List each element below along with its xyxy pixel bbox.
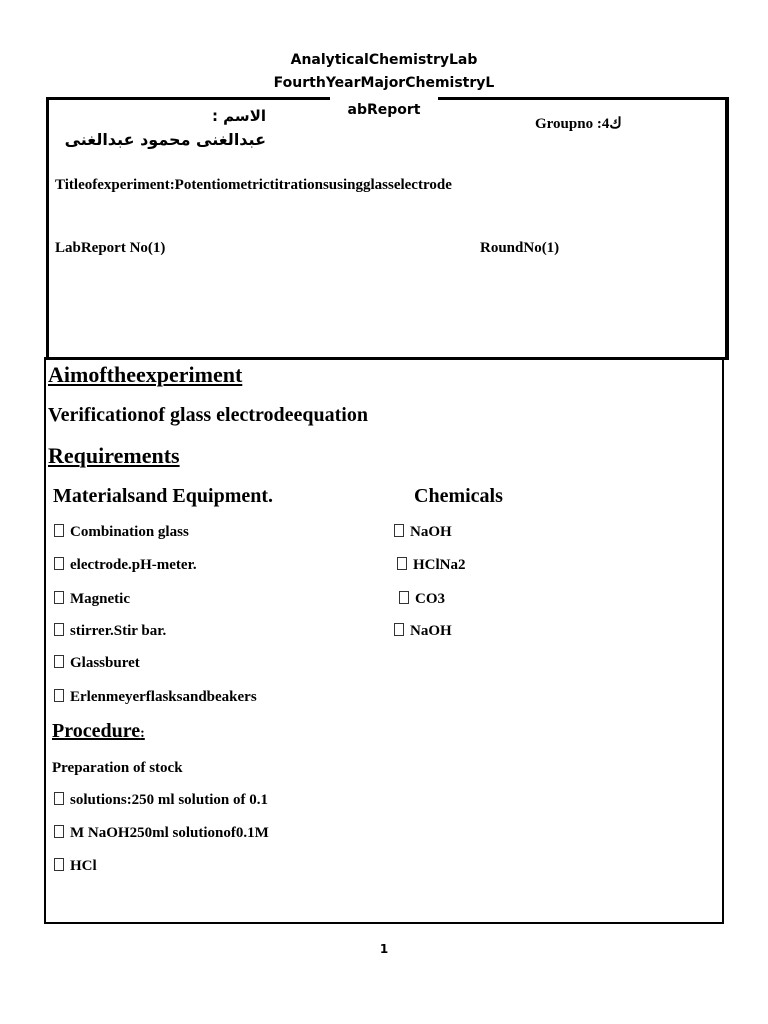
list-item: NaOH [394,623,452,640]
checkbox-glyph-icon [394,524,404,537]
checkbox-glyph-icon [397,557,407,570]
checkbox-glyph-icon [54,792,64,805]
checkbox-glyph-icon [394,623,404,636]
experiment-title: Titleofexperiment:Potentiometrictitrationsusingglasselectrode [55,177,452,193]
round-number: RoundNo(1) [480,240,560,256]
aim-text: Verificationof glass electrodeequation [48,404,368,426]
list-item: Combination glass [54,524,189,541]
checkbox-glyph-icon [399,591,409,604]
procedure-heading: Procedure: [52,720,145,742]
list-item: Erlenmeyerflasksandbeakers [54,689,257,706]
name-value: عبدالغنى محمود عبدالغنى [64,130,266,149]
page-number: 1 [379,942,389,956]
checkbox-glyph-icon [54,524,64,537]
list-item: solutions:250 ml solution of 0.1 [54,792,268,809]
list-item: M NaOH250ml solutionof0.1M [54,825,269,842]
lab-report-number: LabReport No(1) [55,240,166,256]
list-item: stirrer.Stir bar. [54,623,166,640]
procedure-intro: Preparation of stock [52,760,183,776]
aim-heading: Aimoftheexperiment [48,362,243,387]
checkbox-glyph-icon [54,623,64,636]
group-number: Groupno :4ك [535,116,622,132]
name-label: الاسم : [211,107,266,125]
list-item: HClNa2 [397,557,466,574]
materials-heading: Materialsand Equipment. [53,485,274,507]
checkbox-glyph-icon [54,591,64,604]
list-item: electrode.pH-meter. [54,557,197,574]
header-line-3: abReport [347,102,421,118]
header-line-2: FourthYearMajorChemistryL [273,75,495,91]
checkbox-glyph-icon [54,858,64,871]
checkbox-glyph-icon [54,825,64,838]
checkbox-glyph-icon [54,655,64,668]
checkbox-glyph-icon [54,557,64,570]
checkbox-glyph-icon [54,689,64,702]
list-item: CO3 [399,591,445,608]
chemicals-heading: Chemicals [414,485,503,507]
requirements-heading: Requirements [48,443,180,468]
list-item: NaOH [394,524,452,541]
list-item: Glassburet [54,655,140,672]
list-item: Magnetic [54,591,130,608]
list-item: HCl [54,858,97,875]
header-line-1: AnalyticalChemistryLab [290,52,478,68]
